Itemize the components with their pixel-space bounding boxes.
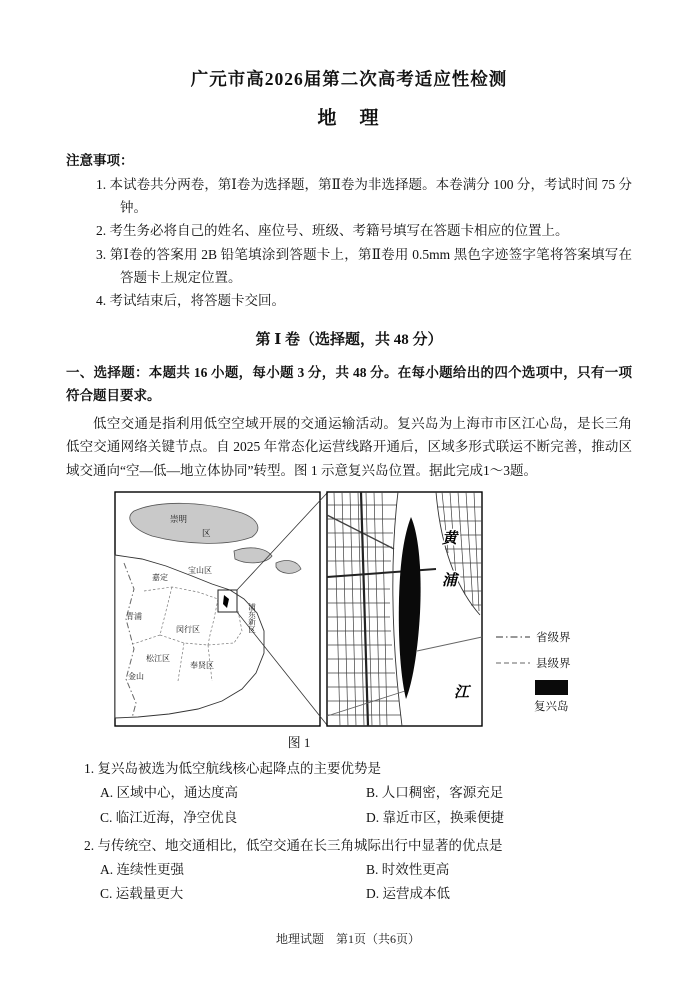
question-1 xyxy=(66,757,632,830)
figure-caption: 图 1 xyxy=(287,734,311,750)
figure-1-map-svg xyxy=(114,491,584,727)
exam-title: 广元市高2026届第二次高考适应性检测 xyxy=(190,69,508,89)
question-2-option-c: C. 运载量更大 xyxy=(100,886,184,902)
notice-item-2: 2. 考生务必将自己的姓名、座位号、班级、考籍号填写在答题卡相应的位置上。 xyxy=(96,223,569,239)
question-1-option-d: D. 靠近市区，换乘便捷 xyxy=(366,809,504,825)
legend-island-swatch-icon xyxy=(535,680,568,695)
question-2-option-b: B. 时效性更高 xyxy=(366,862,450,878)
notice-item-1: 1. 本试卷共分两卷，第Ⅰ卷为选择题，第Ⅱ卷为非选择题。本卷满分 100 分，考试时间 75 分钟。 xyxy=(96,176,632,216)
label-jinshan: 金山 xyxy=(128,671,144,681)
notice-heading: 注意事项： xyxy=(66,153,134,168)
label-river-jiang: 江 xyxy=(454,684,470,701)
question-2 xyxy=(66,834,632,907)
label-qingpu: 青浦 xyxy=(126,611,142,621)
map-legend xyxy=(496,630,571,713)
question-2-option-d: D. 运营成本低 xyxy=(366,886,450,902)
section1-heading: 第 Ⅰ 卷（选择题，共 48 分） xyxy=(255,332,443,349)
figure-1 xyxy=(66,491,632,732)
question-1-option-a: A. 区域中心，通达度高 xyxy=(100,785,238,801)
label-pudong: 浦东新区 xyxy=(247,602,257,633)
question-1-stem: 1. 复兴岛被选为低空航线核心起降点的主要优势是 xyxy=(84,760,381,776)
notice-item-4: 4. 考试结束后，将答题卡交回。 xyxy=(96,293,285,309)
question-1-option-c: C. 临江近海，净空优良 xyxy=(100,809,238,825)
option-row xyxy=(100,806,632,830)
question-1-option-b: B. 人口稠密，客源充足 xyxy=(366,785,504,801)
question-2-stem: 2. 与传统空、地交通相比，低空交通在长三角城际出行中显著的优点是 xyxy=(84,837,503,853)
label-chongming-qu: 区 xyxy=(202,527,211,538)
exam-subject: 地 理 xyxy=(317,108,381,129)
legend-island-label: 复兴岛 xyxy=(534,700,569,713)
notice-item-3: 3. 第Ⅰ卷的答案用 2B 铅笔填涂到答题卡上，第Ⅱ卷用 0.5mm 黑色字迹签字笔将答案填写在答题卡上规定位置。 xyxy=(96,246,632,285)
section1-directions: 一、选择题：本题共 16 小题，每小题 3 分，共 48 分。在每小题给出的四个选项中，只有一项符合题目要求。 xyxy=(66,365,632,404)
label-fengxian: 奉贤区 xyxy=(190,660,214,670)
fuxing-island-detail-map xyxy=(327,492,482,726)
label-river-pu: 浦 xyxy=(442,572,458,589)
shanghai-overview-map xyxy=(115,492,327,726)
label-river-huang: 黄 xyxy=(442,530,458,547)
label-minhang: 闵行区 xyxy=(176,624,200,634)
passage-fuxing-island: 低空交通是指利用低空空域开展的交通运输活动。复兴岛为上海市市区江心岛，是长三角低空交通网络关键节点。自 2025 年常态化运营线路开通后，区域多形式联运不断完善，推动区域交通向“空—低—地立体协同”转型。图 1 示意复兴岛位置。据此完成1～3题。 xyxy=(66,415,632,479)
legend-province-label: 省级界 xyxy=(536,631,571,644)
option-row xyxy=(100,858,632,882)
legend-county-label: 县级界 xyxy=(536,657,571,670)
label-jiading: 嘉定 xyxy=(152,572,168,582)
option-row xyxy=(100,781,632,805)
question-2-option-a: A. 连续性更强 xyxy=(100,862,184,878)
label-songjiang: 松江区 xyxy=(146,653,170,663)
page-footer: 地理试题 第1页（共6页） xyxy=(275,932,420,946)
label-chongming: 崇明 xyxy=(170,513,188,524)
label-baoshan: 宝山区 xyxy=(188,565,212,575)
option-row xyxy=(100,882,632,906)
